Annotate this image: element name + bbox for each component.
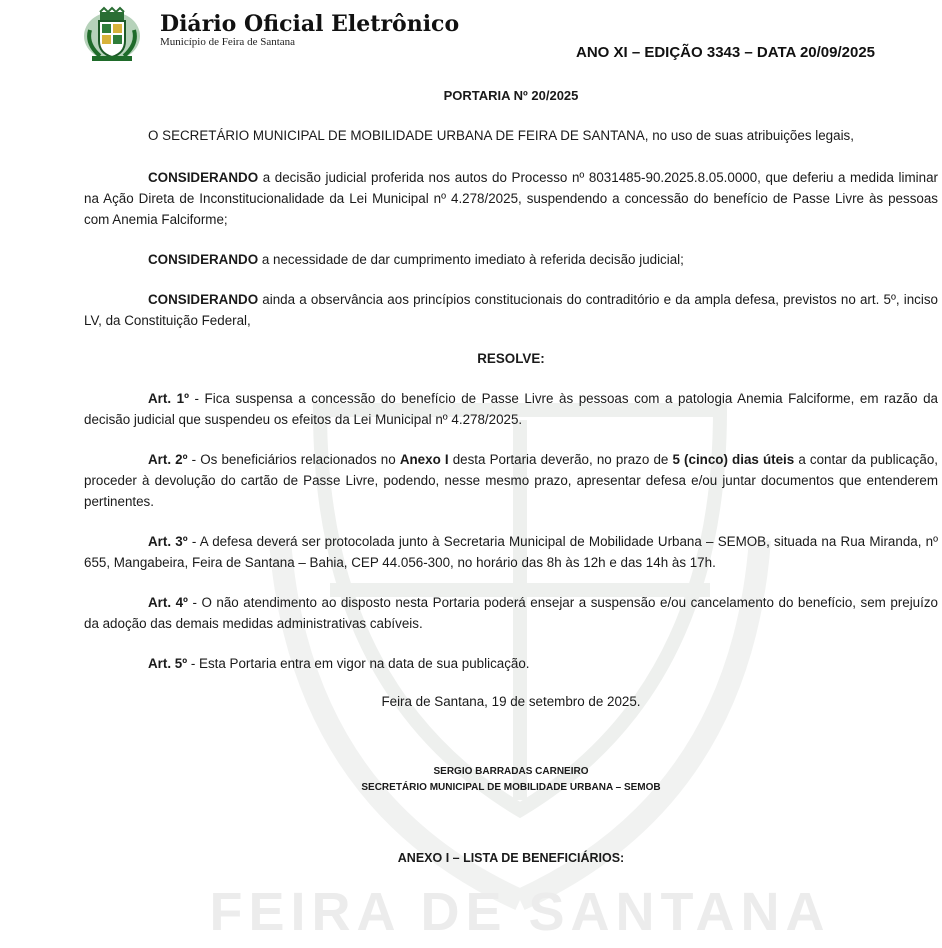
considerando-label: CONSIDERANDO [148, 170, 259, 185]
place-date: Feira de Santana, 19 de setembro de 2025. [381, 694, 641, 709]
article-label: Art. 5º [148, 656, 188, 671]
article-label: Art. 1º [148, 391, 189, 406]
considerando-text: ainda a observância aos princípios constitucionais do contraditório e da ampla defesa, previstos no art. 5º, inciso LV, da Constituição Federal, [84, 292, 938, 328]
watermark-text: FEIRA DE SANTANA [209, 882, 831, 942]
article-text: - Os beneficiários relacionados no [187, 452, 400, 467]
considerando-text: a necessidade de dar cumprimento imediato à referida decisão judicial; [258, 252, 684, 267]
intro-paragraph: O SECRETÁRIO MUNICIPAL DE MOBILIDADE URBANA DE FEIRA DE SANTANA, no uso de suas atribuições legais, [148, 128, 854, 143]
deadline: 5 (cinco) dias úteis [672, 452, 795, 467]
article-text: a contar da publicação, proceder à devolução do cartão de Passe Livre, podendo, nesse mesmo prazo, apresentar defesa e/ou juntar documentos que entenderem pertinentes. [84, 452, 938, 509]
signer-name: SERGIO BARRADAS CARNEIRO [433, 766, 589, 777]
resolve-heading: RESOLVE: [477, 351, 545, 366]
page-header [0, 0, 942, 70]
article-label: Art. 3º [148, 534, 188, 549]
considerando-label: CONSIDERANDO [148, 252, 259, 267]
brand [160, 12, 459, 48]
considerando-3 [84, 289, 938, 331]
gazette-title: Diário Oficial Eletrônico [160, 11, 460, 37]
article-text: - Esta Portaria entra em vigor na data de sua publicação. [187, 656, 530, 671]
considerando-label: CONSIDERANDO [148, 292, 259, 307]
annex-title: ANEXO I – LISTA DE BENEFICIÁRIOS: [397, 851, 625, 865]
document-body [84, 85, 938, 869]
annex-reference: Anexo I [399, 452, 449, 467]
article-text: - Fica suspensa a concessão do benefício de Passe Livre às pessoas com a patologia Anemia Falciforme, em razão da decisão judicial que suspendeu os efeitos da Lei Municipal nº 4.278/2025. [84, 391, 938, 427]
article-text: - A defesa deverá ser protocolada junto à Secretaria Municipal de Mobilidade Urbana – SEMOB, situada na Rua Miranda, nº 655, Mangabeira, Feira de Santana – Bahia, CEP 44.056-300, no horário das 8h às 12h e das 14h às 17h. [84, 534, 938, 570]
article-text: - O não atendimento ao disposto nesta Portaria poderá ensejar a suspensão e/ou cancelamento do benefício, sem prejuízo da adoção das demais medidas administrativas cabíveis. [84, 595, 938, 631]
article-1 [84, 388, 938, 430]
article-3 [84, 531, 938, 573]
portaria-title: PORTARIA Nº 20/2025 [443, 88, 579, 103]
municipal-crest-icon [82, 6, 142, 64]
article-label: Art. 4º [148, 595, 188, 610]
article-4 [84, 592, 938, 634]
article-text: desta Portaria deverão, no prazo de [448, 452, 673, 467]
considerando-1 [84, 167, 938, 230]
article-5 [84, 653, 938, 674]
signer-role: SECRETÁRIO MUNICIPAL DE MOBILIDADE URBANA – SEMOB [361, 782, 661, 793]
article-label: Art. 2º [148, 452, 188, 467]
edition-info: ANO XI – EDIÇÃO 3343 – DATA 20/09/2025 [576, 44, 876, 61]
considerando-2 [84, 249, 938, 270]
gazette-subtitle: Município de Feira de Santana [160, 36, 296, 48]
article-2 [84, 449, 938, 512]
considerando-text: a decisão judicial proferida nos autos do Processo nº 8031485-90.2025.8.05.0000, que deferiu a medida liminar na Ação Direta de Inconstitucionalidade da Lei Municipal nº 4.278/2025, suspendendo a concessão do benefício de Passe Livre às pessoas com Anemia Falciforme; [84, 170, 938, 227]
